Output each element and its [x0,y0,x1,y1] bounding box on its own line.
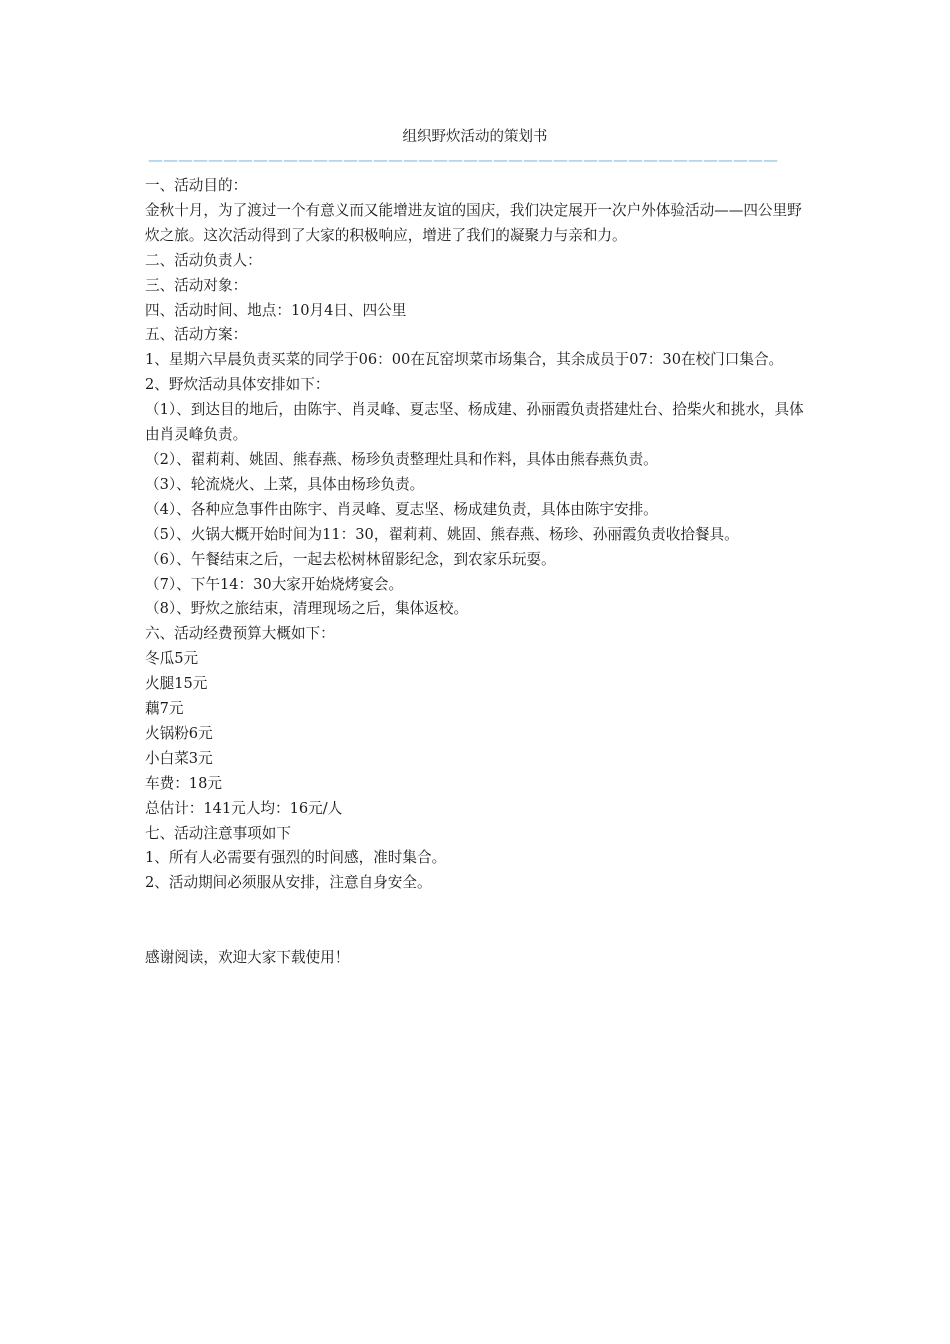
budget-item: 小白菜3元 [145,749,213,767]
note-item-1: 1、所有人必需要有强烈的时间感，准时集合。 [145,849,447,867]
arrangement-item-4: （4）、各种应急事件由陈宇、肖灵峰、夏志坚、杨成建负责，具体由陈宇安排。 [145,500,658,518]
budget-item: 火锅粉6元 [145,724,213,742]
arrangement-item-7: （7）、下午14：30大家开始烧烤宴会。 [145,575,404,593]
document-title: 组织野炊活动的策划书 [402,129,548,145]
arrangement-item-3: （3）、轮流烧火、上菜，具体由杨珍负责。 [145,475,425,493]
arrangement-item-1: （1）、到达目的地后，由陈宇、肖灵峰、夏志坚、杨成建、孙丽霞负责搭建灶台、拾柴火和挑水，具体由肖灵峰负责。 [145,401,804,444]
arrangement-item-5: （5）、火锅大概开始时间为11：30，翟莉莉、姚固、熊春燕、杨珍、孙丽霞负责收拾餐具。 [145,525,739,543]
section-heading-notes: 七、活动注意事项如下 [145,824,291,842]
budget-item: 车费：18元 [145,774,222,792]
budget-total: 总估计：141元人均：16元/人 [145,799,343,817]
title-divider: —————————————————————————————————————————— [148,151,778,169]
section-heading-audience: 三、活动对象： [145,276,248,294]
blank-gap [145,896,813,946]
closing-text: 感谢阅读，欢迎大家下载使用！ [145,949,350,967]
budget-item: 冬瓜5元 [145,650,199,668]
section-heading-plan: 五、活动方案： [145,326,248,344]
arrangement-item-2: （2）、翟莉莉、姚固、熊春燕、杨珍负责整理灶具和作料，具体由熊春燕负责。 [145,450,658,468]
paragraph-purpose-text: 金秋十月，为了渡过一个有意义而又能增进友谊的国庆，我们决定展开一次户外体验活动——四公里野炊之旅。这次活动得到了大家的积极响应，增进了我们的凝聚力与亲和力。 [145,201,802,244]
arrangement-item-8: （8）、野炊之旅结束，清理现场之后，集体返校。 [145,600,469,618]
section-heading-time-place: 四、活动时间、地点：10月4日、四公里 [145,301,407,319]
arrangement-item-6: （6）、午餐结束之后，一起去松树林留影纪念，到农家乐玩耍。 [145,550,556,568]
plan-item-1: 1、星期六早晨负责买菜的同学于06：00在瓦窑坝菜市场集合，其余成员于07：30在校门口集合。 [145,351,784,369]
section-heading-leader: 二、活动负责人： [145,251,262,269]
budget-item: 火腿15元 [145,675,208,693]
section-heading-budget: 六、活动经费预算大概如下： [145,625,335,643]
plan-item-2: 2、野炊活动具体安排如下： [145,376,330,394]
note-item-2: 2、活动期间必须服从安排，注意自身安全。 [145,874,432,892]
budget-item: 藕7元 [145,700,184,718]
document-body [145,174,813,971]
section-heading-purpose: 一、活动目的： [145,177,248,194]
